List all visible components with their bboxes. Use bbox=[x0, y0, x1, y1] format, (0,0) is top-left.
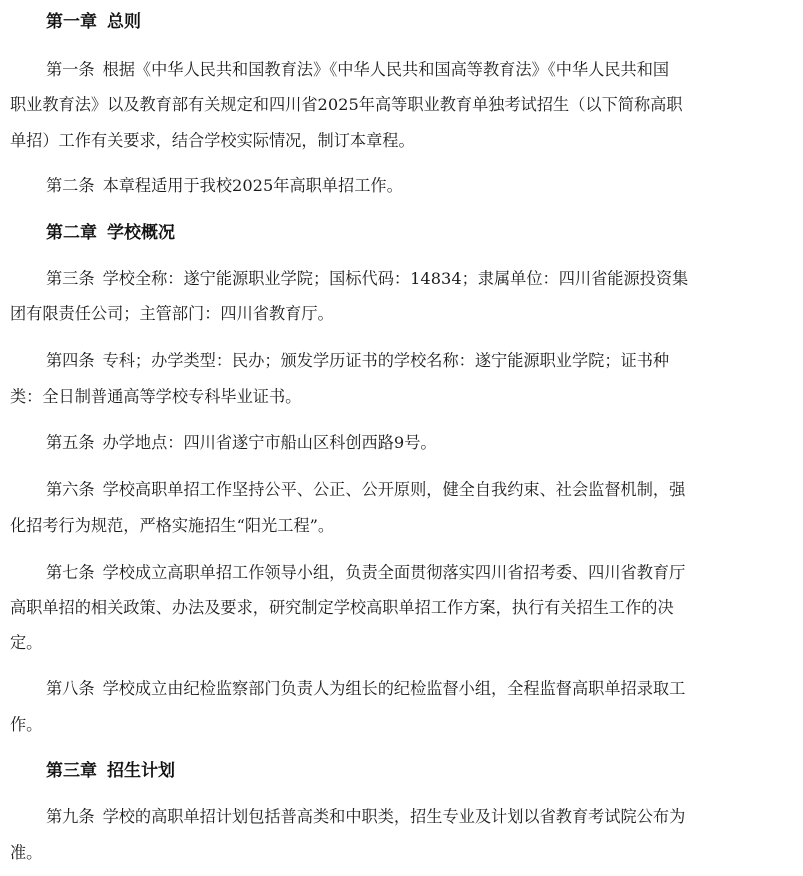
article-label: 第二条 bbox=[46, 176, 95, 195]
chapter-number: 第一章 bbox=[46, 12, 97, 32]
chapter-title: 总则 bbox=[107, 12, 141, 32]
chapter-number: 第三章 bbox=[46, 761, 97, 781]
article-4-line-2: 类：全日制普通高等学校专科毕业证书。 bbox=[10, 387, 302, 406]
article-label: 第九条 bbox=[46, 807, 95, 826]
article-text: 办学地点：四川省遂宁市船山区科创西路9号。 bbox=[102, 433, 437, 452]
article-label: 第四条 bbox=[46, 351, 95, 370]
article-label: 第三条 bbox=[46, 269, 95, 288]
article-8-line-2: 作。 bbox=[10, 715, 43, 734]
article-1-line-2: 职业教育法》以及教育部有关规定和四川省2025年高等职业教育单独考试招生（以下简称高职 bbox=[10, 95, 683, 114]
article-label: 第八条 bbox=[46, 679, 95, 698]
article-7-line-1 bbox=[46, 562, 685, 584]
chapter-heading-1 bbox=[46, 11, 141, 33]
article-text: 学校成立由纪检监察部门负责人为组长的纪检监督小组，全程监督高职单招录取工 bbox=[102, 679, 686, 698]
article-text: 学校的高职单招计划包括普高类和中职类，招生专业及计划以省教育考试院公布为 bbox=[102, 807, 686, 826]
article-1-line-3: 单招）工作有关要求，结合学校实际情况，制订本章程。 bbox=[10, 131, 415, 150]
article-text: 根据《中华人民共和国教育法》《中华人民共和国高等教育法》《中华人民共和国 bbox=[102, 60, 670, 79]
article-6-line-1 bbox=[46, 479, 685, 501]
article-7-line-2: 高职单招的相关政策、办法及要求，研究制定学校高职单招工作方案，执行有关招生工作的决 bbox=[10, 598, 674, 617]
article-text: 学校成立高职单招工作领导小组，负责全面贯彻落实四川省招考委、四川省教育厅 bbox=[102, 563, 686, 582]
chapter-heading-2 bbox=[46, 222, 175, 244]
article-6-line-2: 化招考行为规范，严格实施招生“阳光工程”。 bbox=[10, 516, 335, 535]
article-9-line-2: 准。 bbox=[10, 843, 43, 862]
article-4-line-1 bbox=[46, 350, 669, 372]
article-3-line-2: 团有限责任公司；主管部门：四川省教育厅。 bbox=[10, 304, 334, 323]
article-text: 本章程适用于我校2025年高职单招工作。 bbox=[102, 176, 403, 195]
article-5-line-1 bbox=[46, 432, 437, 454]
article-label: 第七条 bbox=[46, 563, 95, 582]
article-8-line-1 bbox=[46, 678, 685, 700]
article-text: 学校全称：遂宁能源职业学院；国标代码：14834；隶属单位：四川省能源投资集 bbox=[102, 269, 689, 288]
article-text: 学校高职单招工作坚持公平、公正、公开原则，健全自我约束、社会监督机制，强 bbox=[102, 480, 686, 499]
article-3-line-1 bbox=[46, 268, 688, 290]
article-7-line-3: 定。 bbox=[10, 633, 43, 652]
article-label: 第五条 bbox=[46, 433, 95, 452]
article-2-line-1 bbox=[46, 175, 403, 197]
article-1-line-1 bbox=[46, 59, 669, 81]
article-text: 专科；办学类型：民办；颁发学历证书的学校名称：遂宁能源职业学院；证书种 bbox=[102, 351, 670, 370]
chapter-title: 招生计划 bbox=[107, 761, 175, 781]
article-9-line-1 bbox=[46, 806, 685, 828]
chapter-number: 第二章 bbox=[46, 223, 97, 243]
article-label: 第六条 bbox=[46, 480, 95, 499]
chapter-title: 学校概况 bbox=[107, 223, 175, 243]
article-label: 第一条 bbox=[46, 60, 95, 79]
chapter-heading-3 bbox=[46, 760, 175, 782]
